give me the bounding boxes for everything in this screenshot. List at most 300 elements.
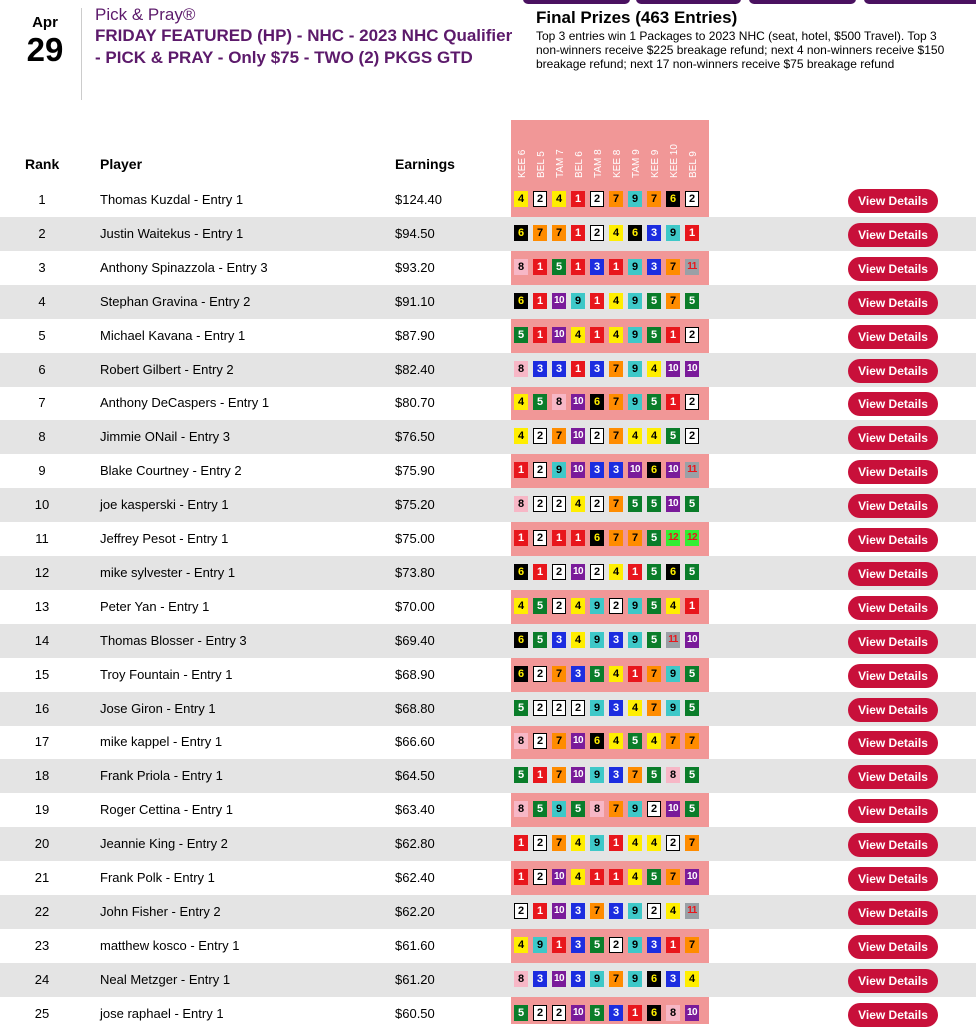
prizes-description: Top 3 entries win 1 Packages to 2023 NHC (seat, hotel, $500 Travel). Top 3 non-winners receive $225 breakage refund; next 4 non-winners receive $150 breakage refund; next 17 non-winners receive $75 breakage refund <box>536 29 945 71</box>
pick-badge: 8 <box>514 733 528 749</box>
pick-badge: 3 <box>533 361 547 377</box>
tournament-title: FRIDAY FEATURED (HP) - NHC - 2023 NHC Qualifier - PICK & PRAY - Only $75 - TWO (2) PKGS GTD <box>95 26 513 67</box>
pick-badge: 3 <box>590 361 604 377</box>
pick-badge: 1 <box>571 361 585 377</box>
pick-badge: 7 <box>609 428 623 444</box>
rank-column-header: Rank <box>25 156 60 172</box>
pick-badge: 2 <box>552 564 566 580</box>
player-cell: mike sylvester - Entry 1 <box>100 564 236 580</box>
pick-badge: 7 <box>647 191 661 207</box>
pick-badge: 1 <box>666 394 680 410</box>
player-cell: Thomas Blosser - Entry 3 <box>100 632 247 648</box>
pick-badge: 2 <box>533 666 547 682</box>
pick-badge: 3 <box>552 361 566 377</box>
pick-badge: 1 <box>666 937 680 953</box>
player-cell: jose raphael - Entry 1 <box>100 1005 224 1021</box>
player-cell: Thomas Kuzdal - Entry 1 <box>100 192 244 207</box>
earnings-cell: $61.60 <box>395 937 435 953</box>
pick-badge: 1 <box>533 903 547 919</box>
view-details-button[interactable]: View Details <box>848 223 938 247</box>
earnings-cell: $62.20 <box>395 903 435 919</box>
table-row <box>0 929 976 963</box>
pick-badge: 1 <box>609 835 623 851</box>
pick-badge: 3 <box>552 632 566 648</box>
pick-badge: 1 <box>685 598 699 614</box>
race-header-label: BEL 9 <box>688 151 699 178</box>
player-cell: Roger Cettina - Entry 1 <box>100 802 233 818</box>
table-row <box>0 725 976 759</box>
view-details-button[interactable]: View Details <box>848 935 938 959</box>
rank-cell: 8 <box>38 429 46 445</box>
race-header <box>632 120 642 184</box>
pick-badge: 5 <box>514 327 528 343</box>
pick-badge: 6 <box>514 666 528 682</box>
pick-badge: 6 <box>666 564 680 580</box>
pick-badge: 4 <box>609 225 623 241</box>
earnings-cell: $124.40 <box>395 192 442 207</box>
view-details-button[interactable]: View Details <box>848 833 938 857</box>
pick-badge: 4 <box>609 293 623 309</box>
player-cell: Frank Priola - Entry 1 <box>100 768 223 784</box>
pick-badge: 2 <box>533 191 547 207</box>
nav-tab[interactable] <box>749 0 856 4</box>
pick-badge: 3 <box>571 903 585 919</box>
pick-badge: 9 <box>628 632 642 648</box>
table-row <box>0 420 976 454</box>
view-details-button[interactable]: View Details <box>848 257 938 281</box>
pick-badge: 6 <box>647 1005 661 1021</box>
pick-badge: 1 <box>514 835 528 851</box>
table-row <box>0 522 976 556</box>
pick-badge: 2 <box>590 191 604 207</box>
pick-badge: 5 <box>685 666 699 682</box>
rank-cell: 13 <box>34 598 50 614</box>
view-details-button[interactable]: View Details <box>848 664 938 688</box>
view-details-button[interactable]: View Details <box>848 426 938 450</box>
pick-badge: 7 <box>609 801 623 817</box>
race-header <box>651 120 661 184</box>
pick-badge: 2 <box>685 428 699 444</box>
pick-badge: 2 <box>552 700 566 716</box>
pick-badge: 2 <box>590 428 604 444</box>
pick-badge: 4 <box>571 598 585 614</box>
pick-badge: 2 <box>609 937 623 953</box>
pick-badge: 5 <box>647 293 661 309</box>
view-details-button[interactable]: View Details <box>848 359 938 383</box>
pick-badge: 7 <box>647 666 661 682</box>
earnings-cell: $75.20 <box>395 497 435 513</box>
pick-badge: 10 <box>571 767 585 783</box>
pick-badge: 3 <box>590 462 604 478</box>
pick-badge: 5 <box>533 632 547 648</box>
pick-badge: 4 <box>514 191 528 207</box>
pick-badge: 9 <box>590 835 604 851</box>
table-row <box>0 759 976 793</box>
pick-badge: 10 <box>685 869 699 885</box>
pick-badge: 4 <box>628 700 642 716</box>
race-header <box>575 120 585 184</box>
table-row <box>0 319 976 353</box>
brand-name: Pick & Pray® <box>95 5 196 24</box>
view-details-button[interactable]: View Details <box>848 1003 938 1027</box>
pick-badge: 4 <box>628 869 642 885</box>
pick-badge: 7 <box>609 971 623 987</box>
view-details-button[interactable]: View Details <box>848 969 938 993</box>
pick-badge: 9 <box>666 700 680 716</box>
pick-badge: 4 <box>647 835 661 851</box>
pick-badge: 6 <box>647 462 661 478</box>
pick-badge: 1 <box>533 327 547 343</box>
pick-badge: 3 <box>647 937 661 953</box>
pick-badge: 9 <box>590 700 604 716</box>
pick-badge: 1 <box>628 564 642 580</box>
pick-badge: 3 <box>609 462 623 478</box>
view-details-button[interactable]: View Details <box>848 867 938 891</box>
player-cell: Anthony DeCaspers - Entry 1 <box>100 395 270 411</box>
pick-badge: 2 <box>571 700 585 716</box>
pick-badge: 7 <box>647 700 661 716</box>
event-date <box>18 14 72 68</box>
player-cell: matthew kosco - Entry 1 <box>100 937 240 953</box>
pick-badge: 1 <box>628 1005 642 1021</box>
earnings-cell: $63.40 <box>395 802 435 818</box>
nav-tab[interactable] <box>523 0 630 4</box>
pick-badge: 5 <box>685 564 699 580</box>
player-cell: Stephan Gravina - Entry 2 <box>100 293 251 309</box>
earnings-cell: $82.40 <box>395 361 435 377</box>
pick-badge: 3 <box>609 632 623 648</box>
player-cell: Justin Waitekus - Entry 1 <box>100 225 244 241</box>
race-header-label: BEL 5 <box>536 151 547 178</box>
view-details-button[interactable]: View Details <box>848 731 938 755</box>
view-details-button[interactable]: View Details <box>848 765 938 789</box>
pick-badge: 10 <box>552 869 566 885</box>
pick-badge: 2 <box>685 394 699 410</box>
pick-badge: 4 <box>647 733 661 749</box>
player-cell: Neal Metzger - Entry 1 <box>100 971 231 987</box>
pick-badge: 7 <box>685 937 699 953</box>
pick-badge: 9 <box>628 971 642 987</box>
table-row <box>0 793 976 827</box>
pick-badge: 1 <box>685 225 699 241</box>
pick-badge: 4 <box>552 191 566 207</box>
pick-badge: 2 <box>552 1005 566 1021</box>
table-row <box>0 963 976 997</box>
pick-badge: 2 <box>590 496 604 512</box>
table-row <box>0 895 976 929</box>
table-row <box>0 997 976 1031</box>
pick-badge: 11 <box>685 903 699 919</box>
pick-badge: 4 <box>571 327 585 343</box>
pick-badge: 9 <box>628 598 642 614</box>
pick-badge: 7 <box>628 530 642 546</box>
pick-badge: 4 <box>685 971 699 987</box>
earnings-cell: $87.90 <box>395 327 435 343</box>
rank-cell: 9 <box>38 463 46 479</box>
view-details-button[interactable]: View Details <box>848 528 938 552</box>
earnings-cell: $62.40 <box>395 870 435 885</box>
pick-badge: 2 <box>590 564 604 580</box>
pick-badge: 1 <box>533 259 547 275</box>
rank-cell: 22 <box>34 903 50 919</box>
pick-badge: 3 <box>609 903 623 919</box>
pick-badge: 9 <box>571 293 585 309</box>
pick-badge: 8 <box>514 801 528 817</box>
table-row <box>0 556 976 590</box>
pick-badge: 1 <box>571 530 585 546</box>
earnings-cell: $94.50 <box>395 225 435 241</box>
pick-badge: 7 <box>552 767 566 783</box>
pick-badge: 9 <box>628 327 642 343</box>
race-header <box>670 120 680 184</box>
player-cell: Robert Gilbert - Entry 2 <box>100 361 234 377</box>
pick-badge: 10 <box>666 361 680 377</box>
rank-cell: 5 <box>38 327 46 343</box>
pick-badge: 5 <box>647 496 661 512</box>
race-header <box>537 120 547 184</box>
earnings-cell: $68.80 <box>395 700 435 716</box>
pick-badge: 3 <box>609 1005 623 1021</box>
pick-badge: 1 <box>571 259 585 275</box>
view-details-button[interactable]: View Details <box>848 494 938 518</box>
pick-badge: 9 <box>666 225 680 241</box>
pick-badge: 5 <box>647 394 661 410</box>
rank-cell: 3 <box>38 259 46 275</box>
pick-badge: 4 <box>647 361 661 377</box>
pick-badge: 3 <box>609 767 623 783</box>
table-row <box>0 624 976 658</box>
race-header <box>613 120 623 184</box>
view-details-button[interactable]: View Details <box>848 596 938 620</box>
pick-badge: 9 <box>628 191 642 207</box>
rank-cell: 14 <box>34 632 50 648</box>
player-cell: John Fisher - Entry 2 <box>100 903 221 919</box>
pick-badge: 10 <box>685 361 699 377</box>
table-row <box>0 251 976 285</box>
rank-cell: 1 <box>38 192 46 207</box>
view-details-button[interactable]: View Details <box>848 630 938 654</box>
pick-badge: 2 <box>609 598 623 614</box>
pick-badge: 1 <box>571 191 585 207</box>
pick-badge: 2 <box>590 225 604 241</box>
pick-badge: 5 <box>647 767 661 783</box>
view-details-button[interactable]: View Details <box>848 189 938 213</box>
table-row <box>0 861 976 895</box>
pick-badge: 6 <box>590 733 604 749</box>
race-header-label: KEE 8 <box>612 149 623 178</box>
pick-badge: 2 <box>533 700 547 716</box>
pick-badge: 10 <box>552 327 566 343</box>
view-details-button[interactable]: View Details <box>848 799 938 823</box>
player-cell: Jeannie King - Entry 2 <box>100 836 228 852</box>
table-row <box>0 386 976 420</box>
rank-cell: 20 <box>34 836 50 852</box>
pick-badge: 2 <box>533 428 547 444</box>
pick-badge: 5 <box>628 496 642 512</box>
pick-badge: 5 <box>571 801 585 817</box>
player-cell: Jimmie ONail - Entry 3 <box>100 429 231 445</box>
pick-badge: 5 <box>647 530 661 546</box>
view-details-button[interactable]: View Details <box>848 392 938 416</box>
pick-badge: 8 <box>552 394 566 410</box>
pick-badge: 6 <box>590 530 604 546</box>
final-prizes <box>536 8 956 71</box>
pick-badge: 9 <box>590 632 604 648</box>
pick-badge: 10 <box>552 971 566 987</box>
pick-badge: 6 <box>514 293 528 309</box>
pick-badge: 1 <box>533 564 547 580</box>
player-cell: mike kappel - Entry 1 <box>100 734 223 750</box>
pick-badge: 5 <box>647 598 661 614</box>
race-header-label: KEE 9 <box>650 149 661 178</box>
earnings-cell: $76.50 <box>395 429 435 445</box>
pick-badge: 10 <box>571 564 585 580</box>
view-details-button[interactable]: View Details <box>848 460 938 484</box>
pick-badge: 4 <box>609 564 623 580</box>
pick-badge: 7 <box>666 733 680 749</box>
pick-badge: 4 <box>571 496 585 512</box>
pick-badge: 1 <box>609 869 623 885</box>
rank-cell: 16 <box>34 700 50 716</box>
pick-badge: 4 <box>609 733 623 749</box>
view-details-button[interactable]: View Details <box>848 325 938 349</box>
race-header <box>518 120 528 184</box>
table-row <box>0 658 976 692</box>
race-header-label: BEL 6 <box>574 151 585 178</box>
pick-badge: 5 <box>647 327 661 343</box>
pick-badge: 4 <box>647 428 661 444</box>
pick-badge: 5 <box>590 1005 604 1021</box>
pick-badge: 2 <box>685 191 699 207</box>
pick-badge: 7 <box>552 666 566 682</box>
prizes-heading: Final Prizes (463 Entries) <box>536 8 738 27</box>
table-row <box>0 692 976 726</box>
pick-badge: 8 <box>514 259 528 275</box>
earnings-cell: $66.60 <box>395 734 435 750</box>
pick-badge: 1 <box>533 293 547 309</box>
table-row <box>0 454 976 488</box>
view-details-button[interactable]: View Details <box>848 291 938 315</box>
pick-badge: 7 <box>609 361 623 377</box>
pick-badge: 7 <box>590 903 604 919</box>
pick-badge: 5 <box>647 869 661 885</box>
pick-badge: 1 <box>533 767 547 783</box>
pick-badge: 9 <box>590 767 604 783</box>
pick-badge: 4 <box>628 428 642 444</box>
rank-cell: 25 <box>34 1005 50 1021</box>
pick-badge: 2 <box>647 903 661 919</box>
player-cell: Peter Yan - Entry 1 <box>100 598 210 614</box>
rank-cell: 15 <box>34 666 50 682</box>
earnings-cell: $93.20 <box>395 259 435 275</box>
view-details-button[interactable]: View Details <box>848 901 938 925</box>
pick-badge: 3 <box>647 225 661 241</box>
pick-badge: 5 <box>685 293 699 309</box>
race-header-label: KEE 6 <box>517 149 528 178</box>
nav-tab[interactable] <box>864 0 976 4</box>
pick-badge: 7 <box>609 394 623 410</box>
pick-badge: 6 <box>590 394 604 410</box>
pick-badge: 10 <box>552 293 566 309</box>
pick-badge: 12 <box>666 530 680 546</box>
race-header-label: TAM 7 <box>555 149 566 178</box>
pick-badge: 10 <box>685 1005 699 1021</box>
player-cell: Jose Giron - Entry 1 <box>100 700 216 716</box>
pick-badge: 8 <box>590 801 604 817</box>
pick-badge: 5 <box>514 767 528 783</box>
pick-badge: 9 <box>666 666 680 682</box>
pick-badge: 4 <box>514 428 528 444</box>
earnings-cell: $80.70 <box>395 395 435 411</box>
pick-badge: 5 <box>590 666 604 682</box>
pick-badge: 7 <box>666 869 680 885</box>
race-header-label: TAM 8 <box>593 149 604 178</box>
rank-cell: 17 <box>34 734 50 750</box>
pick-badge: 3 <box>571 666 585 682</box>
pick-badge: 5 <box>685 767 699 783</box>
pick-badge: 8 <box>514 496 528 512</box>
nav-tab[interactable] <box>636 0 741 4</box>
pick-badge: 10 <box>571 428 585 444</box>
pick-badge: 5 <box>533 598 547 614</box>
pick-badge: 1 <box>514 869 528 885</box>
rank-cell: 7 <box>38 395 46 411</box>
pick-badge: 10 <box>666 801 680 817</box>
pick-badge: 2 <box>514 903 528 919</box>
pick-badge: 4 <box>666 903 680 919</box>
view-details-button[interactable]: View Details <box>848 698 938 722</box>
pick-badge: 1 <box>552 530 566 546</box>
pick-badge: 6 <box>514 225 528 241</box>
pick-badge: 1 <box>590 293 604 309</box>
view-details-button[interactable]: View Details <box>848 562 938 586</box>
pick-badge: 1 <box>514 530 528 546</box>
pick-badge: 5 <box>685 700 699 716</box>
pick-badge: 8 <box>666 1005 680 1021</box>
pick-badge: 1 <box>666 327 680 343</box>
pick-badge: 9 <box>628 394 642 410</box>
pick-badge: 7 <box>533 225 547 241</box>
table-row <box>0 183 976 217</box>
pick-badge: 9 <box>628 361 642 377</box>
pick-badge: 9 <box>590 971 604 987</box>
pick-badge: 5 <box>552 259 566 275</box>
pick-badge: 2 <box>533 835 547 851</box>
pick-badge: 3 <box>571 971 585 987</box>
pick-badge: 10 <box>666 462 680 478</box>
pick-badge: 5 <box>533 801 547 817</box>
pick-badge: 4 <box>571 632 585 648</box>
pick-badge: 5 <box>533 394 547 410</box>
pick-badge: 5 <box>628 733 642 749</box>
pick-badge: 3 <box>590 259 604 275</box>
pick-badge: 2 <box>533 869 547 885</box>
player-cell: Anthony Spinazzola - Entry 3 <box>100 259 268 275</box>
earnings-cell: $64.50 <box>395 768 435 784</box>
table-row <box>0 353 976 387</box>
pick-badge: 2 <box>552 496 566 512</box>
pick-badge: 4 <box>571 835 585 851</box>
player-cell: joe kasperski - Entry 1 <box>100 497 229 513</box>
pick-badge: 5 <box>685 496 699 512</box>
pick-badge: 2 <box>666 835 680 851</box>
pick-badge: 5 <box>647 632 661 648</box>
rank-cell: 6 <box>38 361 46 377</box>
earnings-cell: $62.80 <box>395 836 435 852</box>
table-row <box>0 285 976 319</box>
pick-badge: 10 <box>628 462 642 478</box>
pick-badge: 1 <box>571 225 585 241</box>
